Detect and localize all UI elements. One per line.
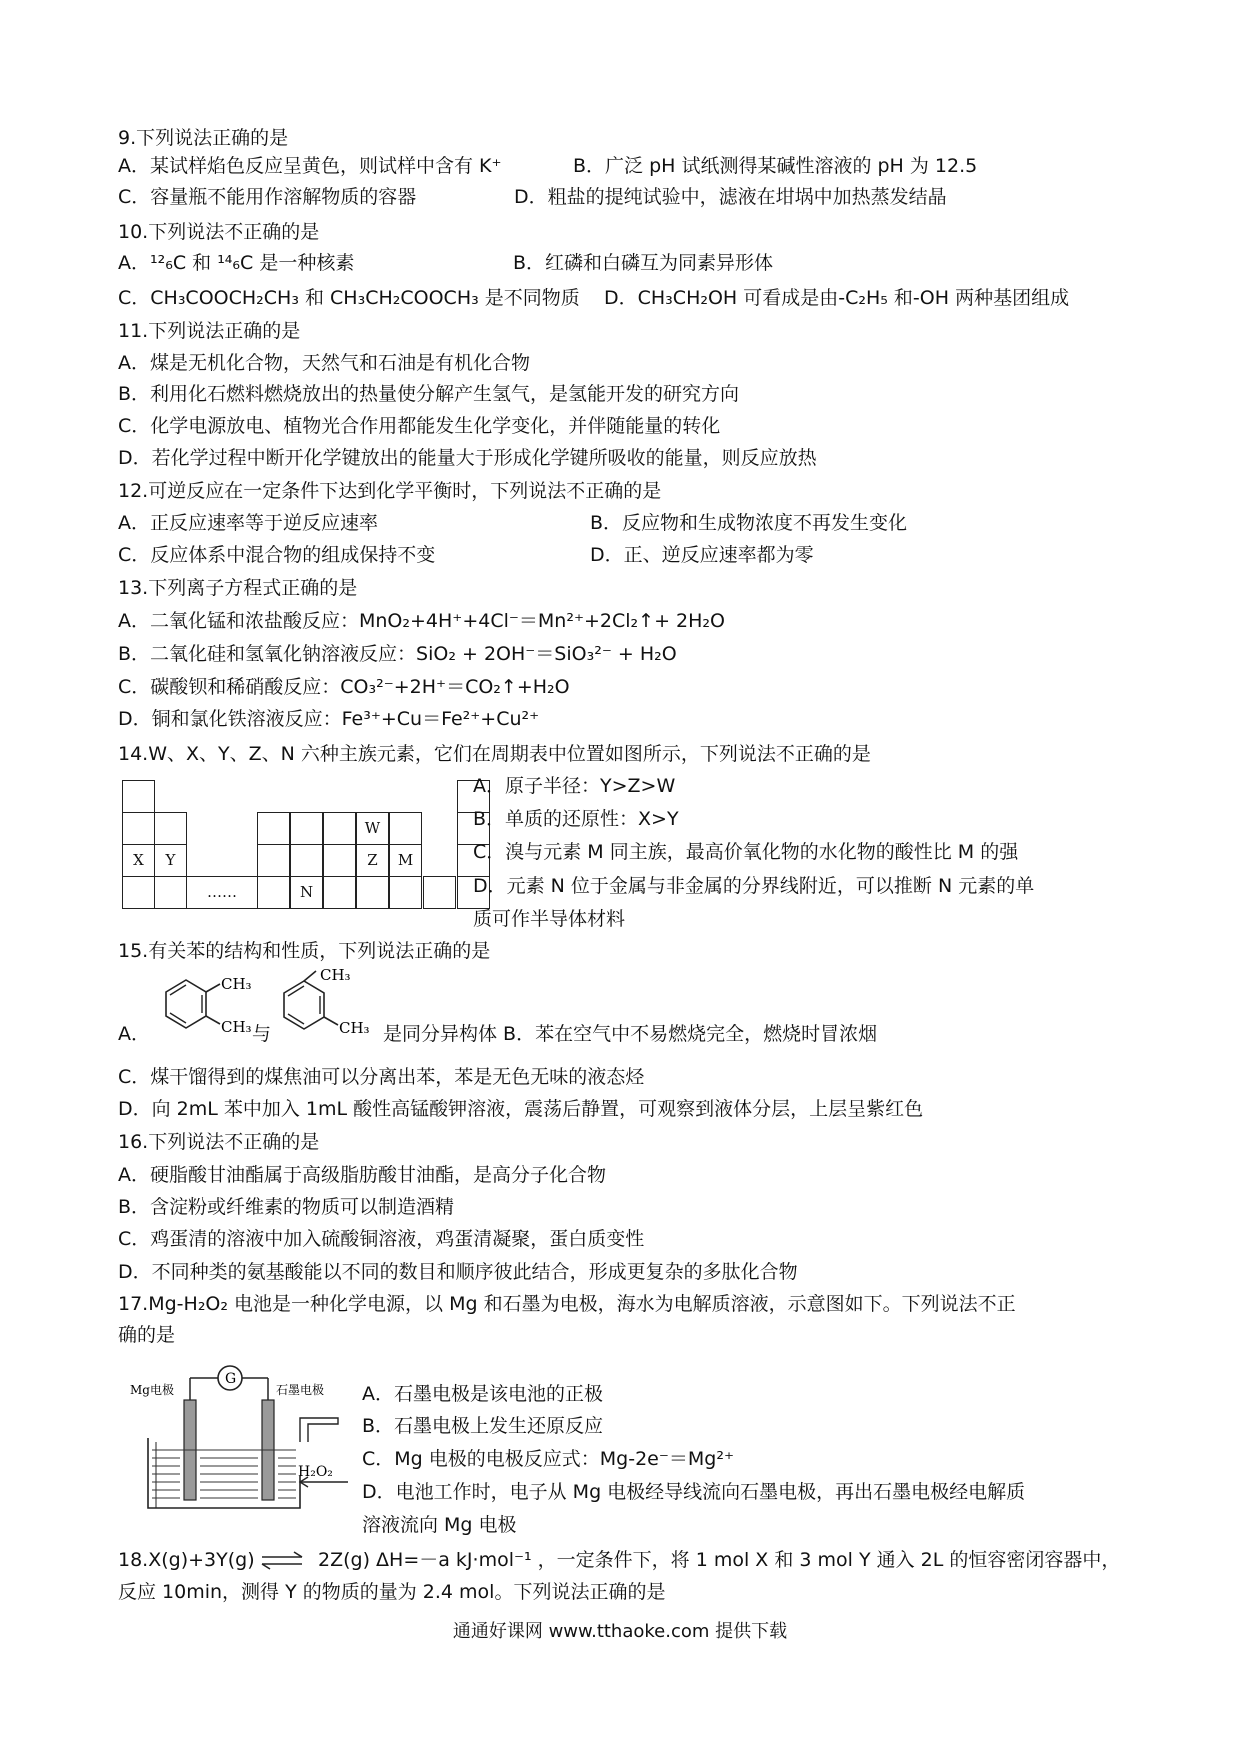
ptable-cell-dots: …… <box>186 876 258 909</box>
mg-h2o2-cell-diagram <box>120 1358 350 1516</box>
q12-stem: 12.可逆反应在一定条件下达到化学平衡时，下列说法不正确的是 <box>118 480 662 502</box>
ptable-cell <box>323 812 356 845</box>
ptable-cell <box>290 812 323 845</box>
q12-option-b: B．反应物和生成物浓度不再发生变化 <box>590 512 908 534</box>
q15-option-a-prefix: A． <box>118 1023 150 1045</box>
q17-option-d: D．电池工作时，电子从 Mg 电极经导线流向石墨电极，再出石墨电极经电解质 <box>362 1481 1026 1503</box>
q14-option-d-cont: 质可作半导体材料 <box>473 908 626 930</box>
q10-option-b: B．红磷和白磷互为同素异形体 <box>513 252 774 274</box>
ptable-cell <box>323 876 356 909</box>
q11-option-d: D．若化学过程中断开化学键放出的能量大于形成化学键所吸收的能量，则反应放热 <box>118 447 817 469</box>
ptable-cell <box>122 812 155 845</box>
q10-stem: 10.下列说法不正确的是 <box>118 221 320 243</box>
q9-option-a: A．某试样焰色反应呈黄色，则试样中含有 K⁺ <box>118 155 502 177</box>
q14-option-a: A．原子半径：Y>Z>W <box>473 775 676 797</box>
o-xylene-structure <box>148 968 260 1046</box>
q15-option-a-mid: 与 <box>252 1023 272 1045</box>
ptable-cell-z: Z <box>356 844 389 877</box>
ptable-cell <box>389 876 422 909</box>
q14-option-b: B．单质的还原性：X>Y <box>473 808 679 830</box>
ptable-cell-w: W <box>356 812 389 845</box>
q17-stem: 17.Mg-H₂O₂ 电池是一种化学电源，以 Mg 和石墨为电极，海水为电解质溶液，示意图如下。下列说法不正 <box>118 1293 1016 1315</box>
q16-option-a: A．硬脂酸甘油酯属于高级脂肪酸甘油酯，是高分子化合物 <box>118 1164 606 1186</box>
q11-option-a: A．煤是无机化合物，天然气和石油是有机化合物 <box>118 352 530 374</box>
ptable-cell-n: N <box>290 876 323 909</box>
q15-option-a-b: 是同分异构体 B．苯在空气中不易燃烧完全，燃烧时冒浓烟 <box>383 1023 878 1045</box>
galvanometer-label: G <box>225 1371 237 1387</box>
q13-option-c: C．碳酸钡和稀硝酸反应：CO₃²⁻+2H⁺＝CO₂↑+H₂O <box>118 676 570 698</box>
q12-option-d: D．正、逆反应速率都为零 <box>590 544 814 566</box>
q18-equation-lhs: 18.X(g)+3Y(g) <box>118 1549 255 1571</box>
ptable-cell <box>423 876 456 909</box>
q13-option-d: D．铜和氯化铁溶液反应：Fe³⁺+Cu＝Fe²⁺+Cu²⁺ <box>118 708 540 730</box>
o-xylene-alt-ch3-bottom: CH₃ <box>339 1019 370 1037</box>
q11-option-c: C．化学电源放电、植物光合作用都能发生化学变化，并伴随能量的转化 <box>118 415 721 437</box>
q17-option-d-cont: 溶液流向 Mg 电极 <box>362 1514 517 1536</box>
ptable-cell <box>122 876 155 909</box>
ptable-cell <box>290 844 323 877</box>
q10-option-c: C．CH₃COOCH₂CH₃ 和 CH₃CH₂COOCH₃ 是不同物质 <box>118 287 580 309</box>
q17-option-c: C．Mg 电极的电极反应式：Mg-2e⁻＝Mg²⁺ <box>362 1448 734 1470</box>
q15-stem: 15.有关苯的结构和性质，下列说法正确的是 <box>118 940 491 962</box>
q14-option-c: C．溴与元素 M 同主族，最高价氧化物的水化物的酸性比 M 的强 <box>473 841 1019 863</box>
q13-option-b: B．二氧化硅和氢氧化钠溶液反应：SiO₂ + 2OH⁻＝SiO₃²⁻ + H₂O <box>118 643 677 665</box>
q10-option-a: A．¹²₆C 和 ¹⁴₆C 是一种核素 <box>118 252 355 274</box>
q18-equation-rhs: 2Z(g) ΔH=－a kJ·mol⁻¹ ，一定条件下，将 1 mol X 和 3 mol Y 通入 2L 的恒容密闭容器中， <box>318 1549 1121 1571</box>
o-xylene-ch3-top: CH₃ <box>221 975 252 993</box>
ptable-cell <box>323 844 356 877</box>
q13-stem: 13.下列离子方程式正确的是 <box>118 577 358 599</box>
q16-option-c: C．鸡蛋清的溶液中加入硫酸铜溶液，鸡蛋清凝聚，蛋白质变性 <box>118 1228 645 1250</box>
h2o2-label: H₂O₂ <box>298 1464 333 1480</box>
q15-option-d: D．向 2mL 苯中加入 1mL 酸性高锰酸钾溶液，震荡后静置，可观察到液体分层，上层呈紫红色 <box>118 1098 924 1120</box>
equilibrium-arrow-icon <box>258 1548 308 1572</box>
ptable-cell-x: X <box>122 844 155 877</box>
ptable-cell <box>356 876 389 909</box>
q12-option-a: A．正反应速率等于逆反应速率 <box>118 512 378 534</box>
q16-stem: 16.下列说法不正确的是 <box>118 1131 320 1153</box>
o-xylene-structure-alt <box>268 965 386 1045</box>
graphite-electrode-label: 石墨电极 <box>276 1383 325 1397</box>
mg-electrode-label: Mg电极 <box>130 1383 174 1397</box>
q17-stem-cont: 确的是 <box>118 1324 176 1346</box>
q16-option-d: D．不同种类的氨基酸能以不同的数目和顺序彼此结合，形成更复杂的多肽化合物 <box>118 1261 798 1283</box>
o-xylene-ch3-bottom: CH₃ <box>221 1018 252 1036</box>
q9-stem: 9.下列说法正确的是 <box>118 127 289 149</box>
q11-stem: 11.下列说法正确的是 <box>118 320 301 342</box>
q11-option-b: B．利用化石燃料燃烧放出的热量使分解产生氢气，是氢能开发的研究方向 <box>118 383 740 405</box>
o-xylene-alt-ch3-top: CH₃ <box>320 966 351 984</box>
q9-option-d: D．粗盐的提纯试验中，滤液在坩埚中加热蒸发结晶 <box>514 186 947 208</box>
ptable-cell-m: M <box>389 844 422 877</box>
q15-option-c: C．煤干馏得到的煤焦油可以分离出苯，苯是无色无味的液态烃 <box>118 1066 645 1088</box>
ptable-cell <box>154 812 187 845</box>
q18-stem-cont: 反应 10min，测得 Y 的物质的量为 2.4 mol。下列说法正确的是 <box>118 1581 666 1603</box>
q14-stem: 14.W、X、Y、Z、N 六种主族元素，它们在周期表中位置如图所示，下列说法不正确的是 <box>118 743 871 765</box>
ptable-cell <box>389 812 422 845</box>
q9-option-c: C．容量瓶不能用作溶解物质的容器 <box>118 186 417 208</box>
q14-option-d: D．元素 N 位于金属与非金属的分界线附近，可以推断 N 元素的单 <box>473 875 1035 897</box>
q12-option-c: C．反应体系中混合物的组成保持不变 <box>118 544 436 566</box>
ptable-cell <box>257 876 290 909</box>
q13-option-a: A．二氧化锰和浓盐酸反应：MnO₂+4H⁺+4Cl⁻＝Mn²⁺+2Cl₂↑+ 2H₂O <box>118 610 725 632</box>
q16-option-b: B．含淀粉或纤维素的物质可以制造酒精 <box>118 1196 455 1218</box>
ptable-cell-y: Y <box>154 844 187 877</box>
ptable-cell <box>257 812 290 845</box>
ptable-cell <box>257 844 290 877</box>
footer-source: 通通好课网 www.tthaoke.com 提供下载 <box>452 1621 788 1642</box>
q17-option-a: A．石墨电极是该电池的正极 <box>362 1383 603 1405</box>
q10-option-d: D．CH₃CH₂OH 可看成是由-C₂H₅ 和-OH 两种基团组成 <box>604 287 1070 309</box>
ptable-cell <box>122 780 155 813</box>
q9-option-b: B．广泛 pH 试纸测得某碱性溶液的 pH 为 12.5 <box>573 155 978 177</box>
ptable-cell <box>154 876 187 909</box>
q17-option-b: B．石墨电极上发生还原反应 <box>362 1415 604 1437</box>
